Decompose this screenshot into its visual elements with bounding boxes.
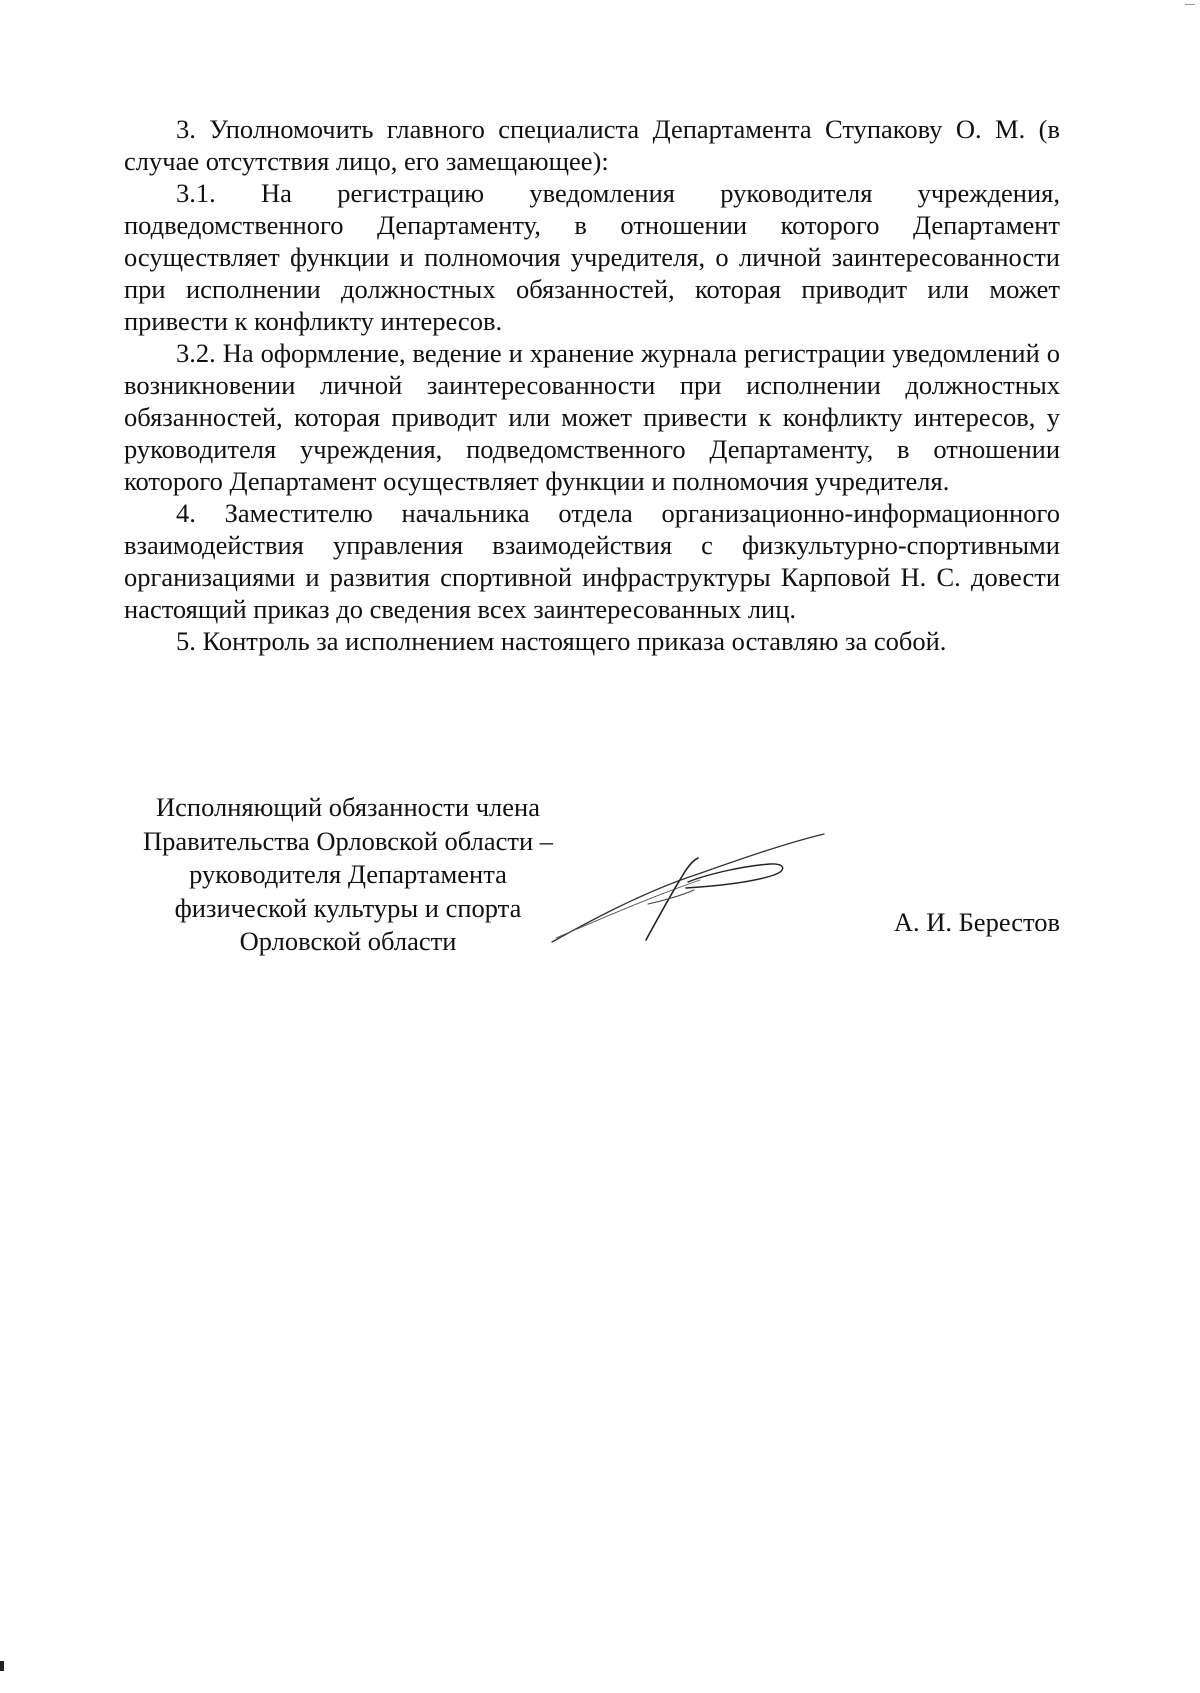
scan-artifact: [0, 1661, 4, 1671]
document-body: [124, 113, 1060, 657]
signatory-position-line: Исполняющий обязанности члена: [156, 792, 540, 822]
signatory-position-line: Орловской области: [239, 926, 457, 956]
signatory-name: А. И. Берестов: [893, 907, 1060, 937]
signatory-position-line: физической культуры и спорта: [174, 892, 522, 923]
paragraph-3-1: 3.1. На регистрацию уведомления руководителя учреждения, подведомственного Департаменту, в отношении которого Департамент осуществляет функции и полномочия учредителя, о личной заинтересованности при исполнении должностных обязанностей, которая приводит или может привести к конфликту интересов.: [124, 178, 1060, 336]
paragraph-4: 4. Заместителю начальника отдела организационно-информационного взаимодействия управления взаимодействия с физкультурно-спортивными организациями и развития спортивной инфраструктуры Карповой Н. С. довести настоящий приказ до сведения всех заинтересованных лиц.: [124, 498, 1060, 624]
handwritten-signature: [548, 830, 828, 950]
signatory-position: [118, 791, 578, 959]
scan-artifact: [1185, 4, 1195, 5]
paragraph-5: 5. Контроль за исполнением настоящего приказа оставляю за собой.: [176, 626, 947, 656]
paragraph-3: 3. Уполномочить главного специалиста Департамента Ступакову О. М. (в случае отсутствия лицо, его замещающее):: [124, 114, 1060, 176]
signatory-position-line: руководителя Департамента: [189, 859, 507, 889]
signatory-position-line: Правительства Орловской области –: [142, 825, 554, 856]
paragraph-3-2: 3.2. На оформление, ведение и хранение журнала регистрации уведомлений о возникновении личной заинтересованности при исполнении должностных обязанностей, которая приводит или может привести к конфликту интересов, у руководителя учреждения, подведомственного Департаменту, в отношении которого Департамент осуществляет функции и полномочия учредителя.: [124, 338, 1060, 496]
